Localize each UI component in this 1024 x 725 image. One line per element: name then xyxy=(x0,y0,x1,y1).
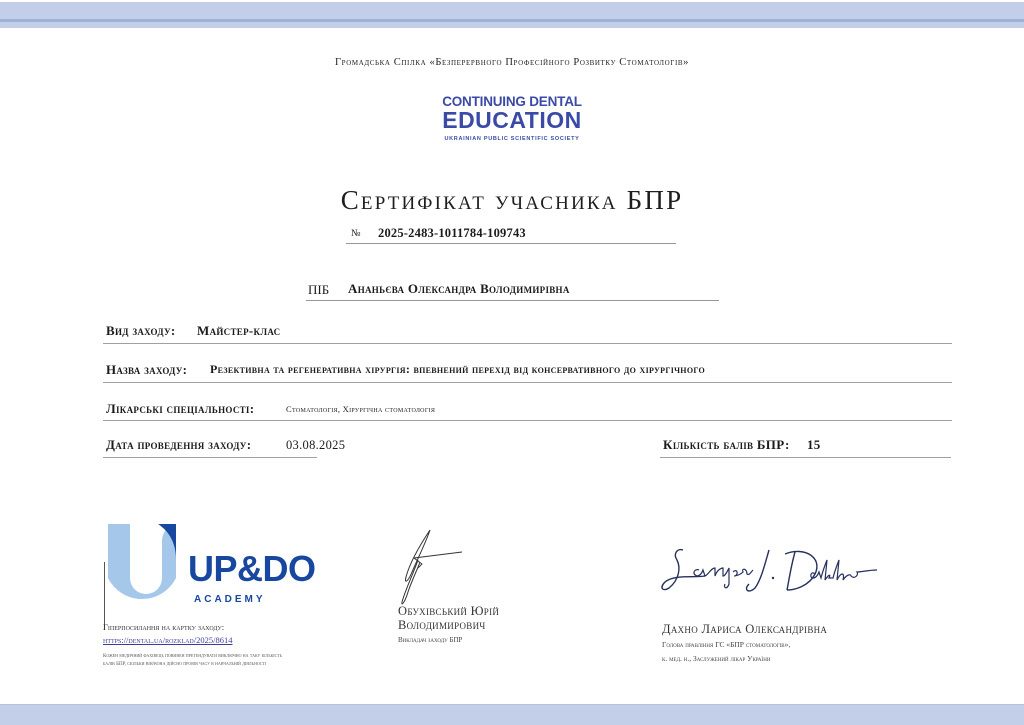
event-name-label: Назва заходу: xyxy=(106,362,188,377)
event-name-value: Резективна та регенеративна хірургія: впевнений перехід від консервативного до хірургічного xyxy=(210,362,706,376)
event-link-label: Гіперпосилання на картку заходу: xyxy=(103,622,225,632)
specialties-value: Стоматологія, Хірургічна стоматологія xyxy=(286,404,436,414)
chair-name: Дахно Лариса Олександрівна xyxy=(662,622,828,636)
instructor-signature xyxy=(392,522,472,612)
event-name-field xyxy=(103,361,952,383)
chair-signature xyxy=(655,540,880,600)
cde-logo-line3: UKRAINIAN PUBLIC SCIENTIFIC SOCIETY xyxy=(444,136,580,142)
disclaimer-note: Кожен медичний фахівець повинен претендувати виключно на таку кількість балів БПР, скільки він/вона дійсно провів часу в навчальній діяльності xyxy=(103,654,283,667)
updo-u-icon xyxy=(100,520,190,620)
event-link[interactable]: https://dental.ua/rozklad/2025/8614 xyxy=(103,635,233,645)
chair-role-line2: к. мед. н., Заслужений лікар України xyxy=(662,654,771,663)
event-type-label: Вид заходу: xyxy=(106,323,176,338)
event-date-value: 03.08.2025 xyxy=(286,438,346,452)
organization-name: Громадська Спілка «Безперервного Професійного Розвитку Стоматологів» xyxy=(335,57,689,68)
participant-name: Ананьєва Олександра Володимирівна xyxy=(348,281,570,296)
footer-band xyxy=(0,704,1024,725)
event-date-label: Дата проведення заходу: xyxy=(106,437,252,452)
event-type-value: Майстер-клас xyxy=(197,323,281,338)
specialties-label: Лікарські спеціальності: xyxy=(106,401,255,416)
participant-label: ПІБ xyxy=(308,282,330,297)
cde-logo xyxy=(424,95,600,142)
instructor-block xyxy=(398,604,499,644)
points-label: Кількість балів БПР: xyxy=(663,437,790,452)
instructor-name-line1: Обухівський Юрій xyxy=(398,604,500,618)
certificate-title: Сертифікат учасника БПР xyxy=(340,185,684,215)
points-field xyxy=(660,437,951,458)
instructor-name-line2: Володимирович xyxy=(398,618,486,632)
chair-role-line1: Голова правління ГС «БПР стоматологів», xyxy=(662,640,791,649)
header-band xyxy=(0,2,1024,28)
updo-wordmark: UP&DO xyxy=(188,548,316,589)
header-band-stripe xyxy=(0,19,1024,22)
event-link-block xyxy=(103,622,293,669)
event-date-field xyxy=(103,437,346,458)
cde-logo-line2: EDUCATION xyxy=(442,107,582,133)
cde-logo-line1: CONTINUING DENTAL xyxy=(442,94,582,109)
number-sign: № xyxy=(351,228,361,239)
event-type-field xyxy=(103,322,952,344)
divider-line xyxy=(104,562,105,630)
updo-academy-logo xyxy=(100,520,340,620)
participant-field xyxy=(306,280,719,301)
certificate-number-value: 2025-2483-1011784-109743 xyxy=(378,226,526,240)
points-value: 15 xyxy=(807,437,821,452)
instructor-role: Викладач заходу БПР xyxy=(398,636,463,644)
updo-subtitle: ACADEMY xyxy=(194,594,266,605)
chair-block xyxy=(662,622,827,665)
certificate-number xyxy=(346,226,676,244)
specialties-field xyxy=(103,401,952,421)
